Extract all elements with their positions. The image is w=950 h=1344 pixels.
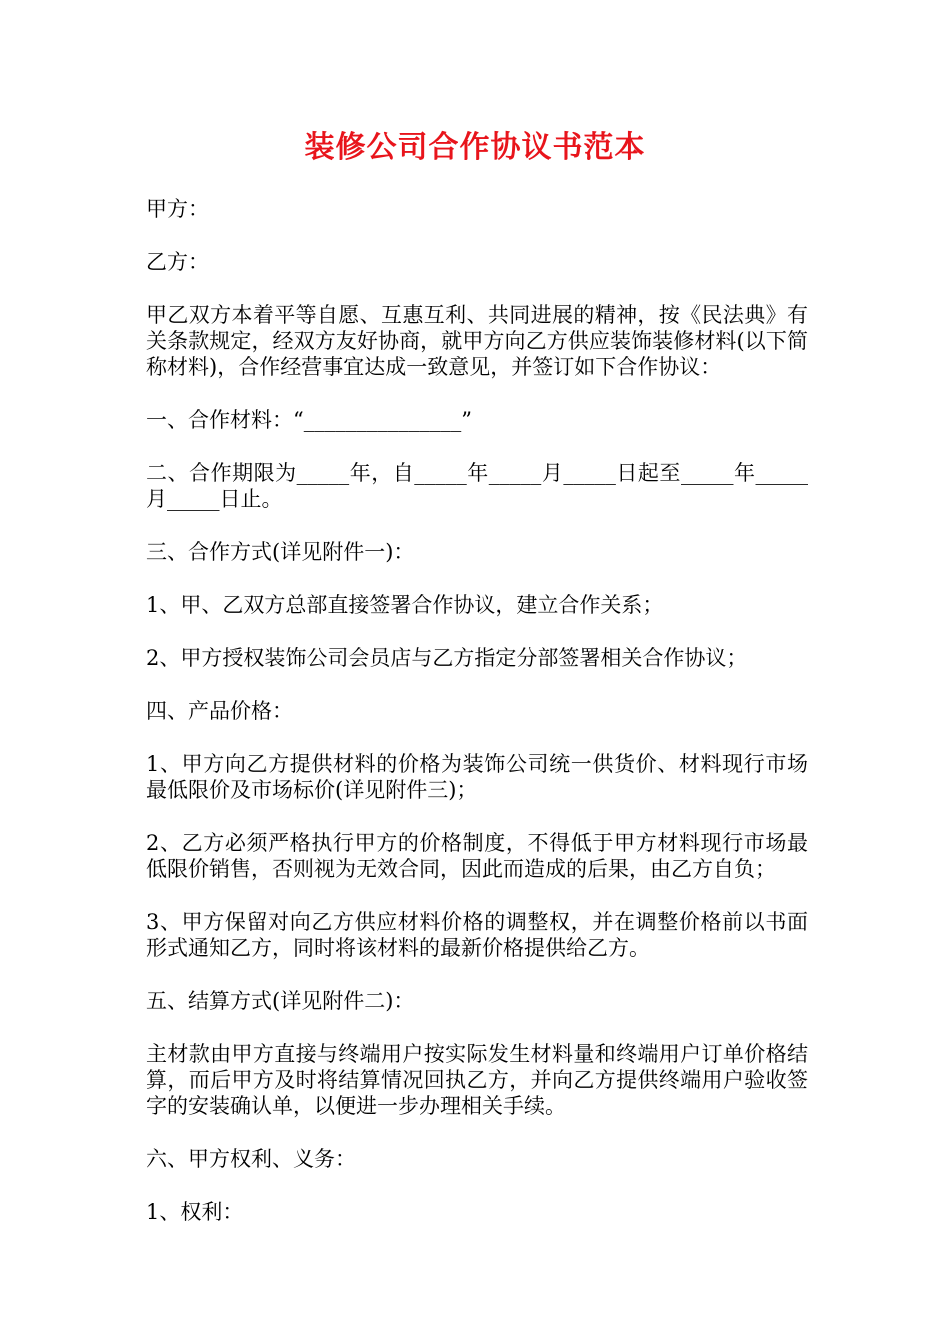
preamble-paragraph: 甲乙双方本着平等自愿、互惠互利、共同进展的精神，按《民法典》有关条款规定，经双方友好协商，就甲方向乙方供应装饰装修材料(以下简称材料)，合作经营事宜达成一致意见，并签订如下合作协议： (146, 303, 808, 379)
section-3-heading: 三、合作方式(详见附件一)： (146, 540, 415, 564)
section-4-heading: 四、产品价格： (146, 699, 293, 723)
section-4-item-1: 1、甲方向乙方提供材料的价格为装饰公司统一供货价、材料现行市场最低限价及市场标价(详见附件三)； (146, 752, 808, 802)
section-5-body: 主材款由甲方直接与终端用户按实际发生材料量和终端用户订单价格结算，而后甲方及时将结算情况回执乙方，并向乙方提供终端用户验收签字的安装确认单，以便进一步办理相关手续。 (146, 1042, 808, 1118)
party-b-line: 乙方： (146, 250, 209, 274)
document-title: 装修公司合作协议书范本 (304, 130, 646, 165)
section-2-term: 二、合作期限为_____年，自_____年_____月_____日起至_____年_____月_____日止。 (146, 461, 808, 511)
section-1-materials: 一、合作材料：“_______________” (146, 408, 472, 432)
section-3-item-1: 1、甲、乙双方总部直接签署合作协议，建立合作关系； (146, 593, 664, 617)
document-body (146, 196, 808, 1252)
section-3-item-2: 2、甲方授权装饰公司会员店与乙方指定分部签署相关合作协议； (146, 646, 748, 670)
section-4-item-2: 2、乙方必须严格执行甲方的价格制度，不得低于甲方材料现行市场最低限价销售，否则视为无效合同，因此而造成的后果，由乙方自负； (146, 831, 808, 881)
section-5-heading: 五、结算方式(详见附件二)： (146, 989, 415, 1013)
party-a-line: 甲方： (146, 197, 209, 221)
section-4-item-3: 3、甲方保留对向乙方供应材料价格的调整权，并在调整价格前以书面形式通知乙方，同时将该材料的最新价格提供给乙方。 (146, 910, 808, 960)
section-6-heading: 六、甲方权利、义务： (146, 1147, 356, 1171)
section-6-item-1: 1、权利： (146, 1200, 244, 1224)
